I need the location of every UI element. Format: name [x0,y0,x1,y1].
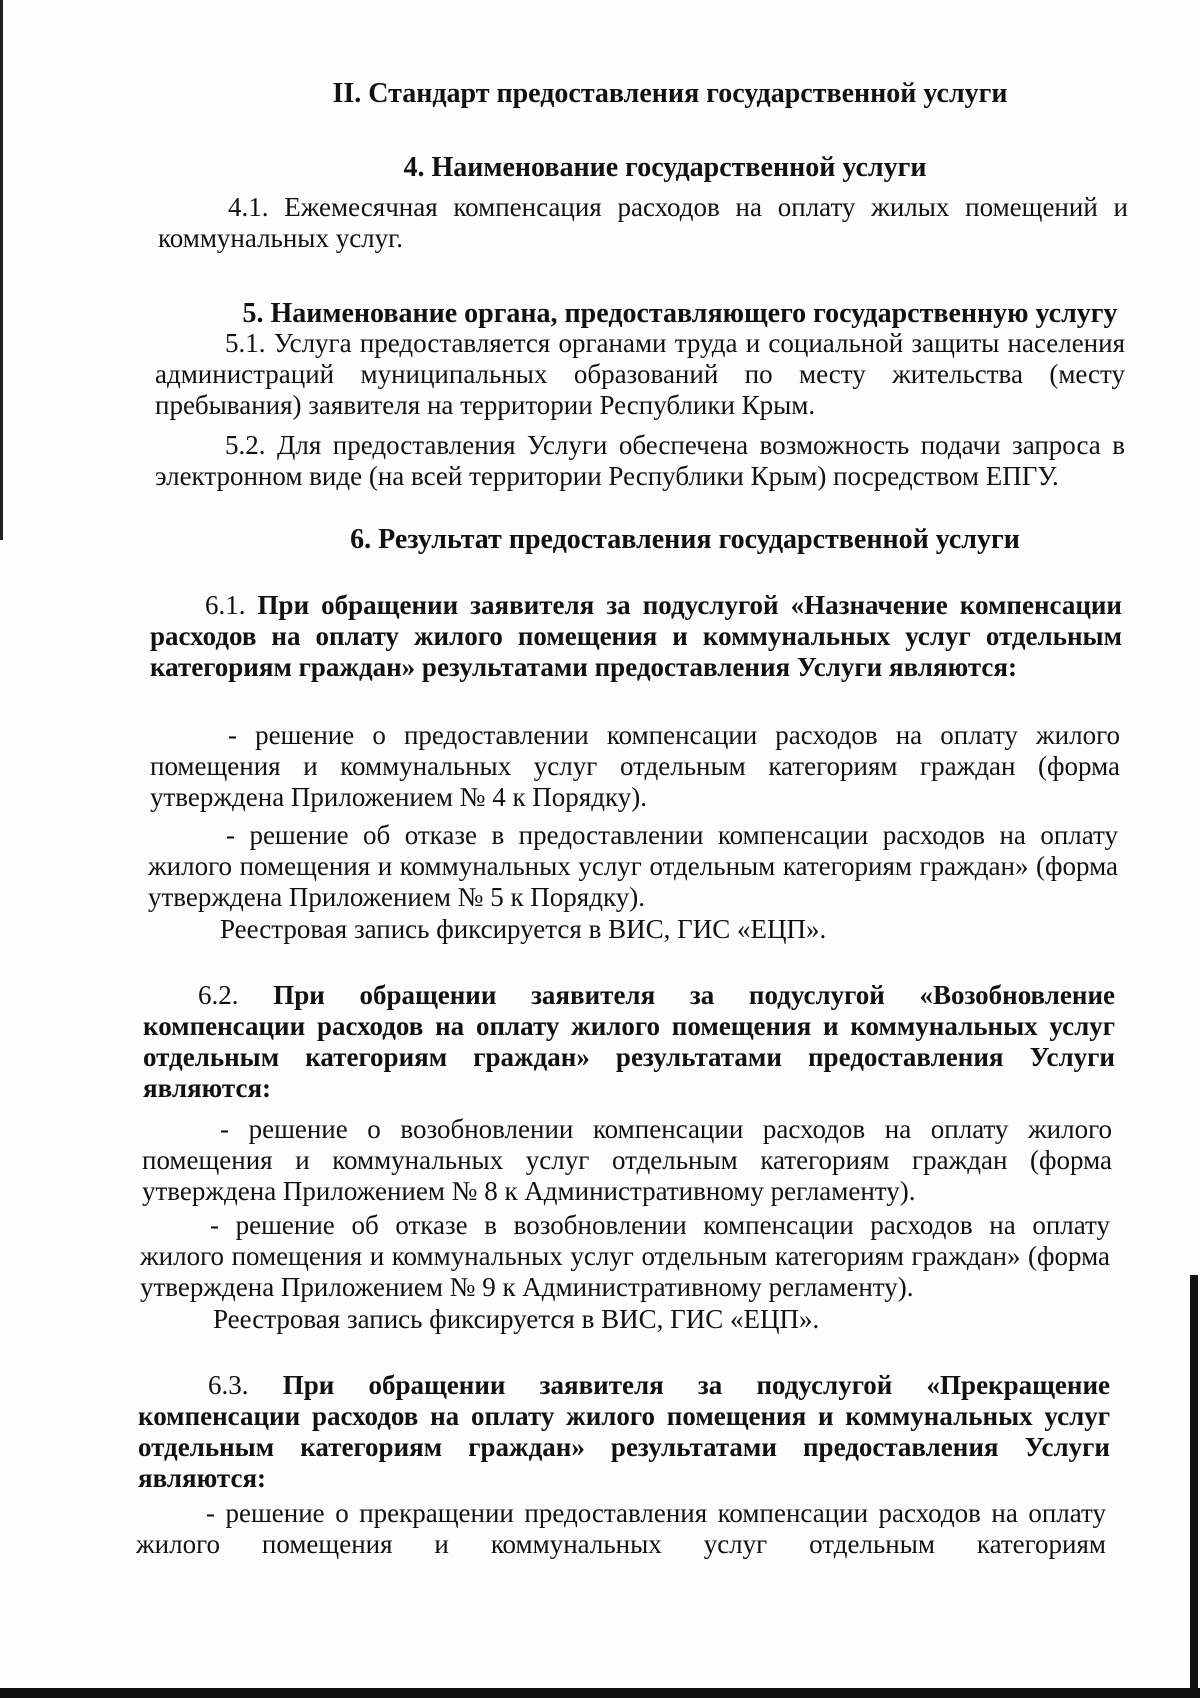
paragraph-5-1: 5.1. Услуга предоставляется органами труда и социальной защиты населения администраций муниципальных образований по месту жительства (месту пребывания) заявителя на территории Республики Крым. [155,328,1125,420]
paragraph-5-2: 5.2. Для предоставления Услуги обеспечена возможность подачи запроса в электронном виде (на всей территории Республики Крым) посредством ЕПГУ. [155,430,1125,491]
paragraph-6-1-lead [150,590,1122,683]
paragraph-4-1: 4.1. Ежемесячная компенсация расходов на оплату жилых помещений и коммунальных услуг. [158,192,1128,253]
paragraph-6-2-lead [143,980,1115,1104]
paragraph-6-2-item-2: - решение об отказе в возобновлении компенсации расходов на оплату жилого помещения и коммунальных услуг отдельным категориям граждан» (форма утверждена Приложением № 9 к Административному регламенту). [140,1210,1110,1302]
heading-5: 5. Наименование органа, предоставляющего государственную услугу [242,298,1118,329]
paragraph-number: 6.1. [205,590,246,620]
paragraph-6-1-registry: Реестровая запись фиксируется в ВИС, ГИС «ЕЦП». [220,914,827,944]
paragraph-lead-text: При обращении заявителя за подуслугой «Возобновление компенсации расходов на оплату жилого помещения и коммунальных услуг отдельным категориям граждан» результатами предоставления Услуги являются: [143,980,1115,1103]
scan-edge-left [0,0,3,540]
paragraph-6-3-lead [138,1370,1110,1494]
heading-4: 4. Наименование государственной услуги [403,152,927,183]
paragraph-6-1-item-1: - решение о предоставлении компенсации расходов на оплату жилого помещения и коммунальных услуг отдельным категориям граждан (форма утверждена Приложением № 4 к Порядку). [150,720,1120,812]
paragraph-6-2-registry: Реестровая запись фиксируется в ВИС, ГИС «ЕЦП». [213,1304,820,1334]
scan-edge-right [1190,1275,1198,1698]
paragraph-6-2-item-1: - решение о возобновлении компенсации расходов на оплату жилого помещения и коммунальных услуг отдельным категориям граждан (форма утверждена Приложением № 8 к Административному регламенту). [142,1114,1112,1206]
section-title: II. Стандарт предоставления государственной услуги [332,78,1008,109]
paragraph-number: 6.2. [198,980,239,1010]
paragraph-lead-text: При обращении заявителя за подуслугой «Прекращение компенсации расходов на оплату жилого помещения и коммунальных услуг отдельным категориям граждан» результатами предоставления Услуги являются: [138,1370,1110,1493]
paragraph-number: 6.3. [208,1370,249,1400]
paragraph-6-3-item-1: - решение о прекращении предоставления компенсации расходов на оплату жилого помещения и коммунальных услуг отдельным категориям [136,1498,1106,1559]
scan-edge-bottom [0,1688,1200,1698]
paragraph-lead-text: При обращении заявителя за подуслугой «Назначение компенсации расходов на оплату жилого помещения и коммунальных услуг отдельным категориям граждан» результатами предоставления Услуги являются: [150,590,1122,682]
paragraph-6-1-item-2: - решение об отказе в предоставлении компенсации расходов на оплату жилого помещения и коммунальных услуг отдельным категориям граждан» (форма утверждена Приложением № 5 к Порядку). [148,820,1118,912]
heading-6: 6. Результат предоставления государственной услуги [350,524,1020,555]
